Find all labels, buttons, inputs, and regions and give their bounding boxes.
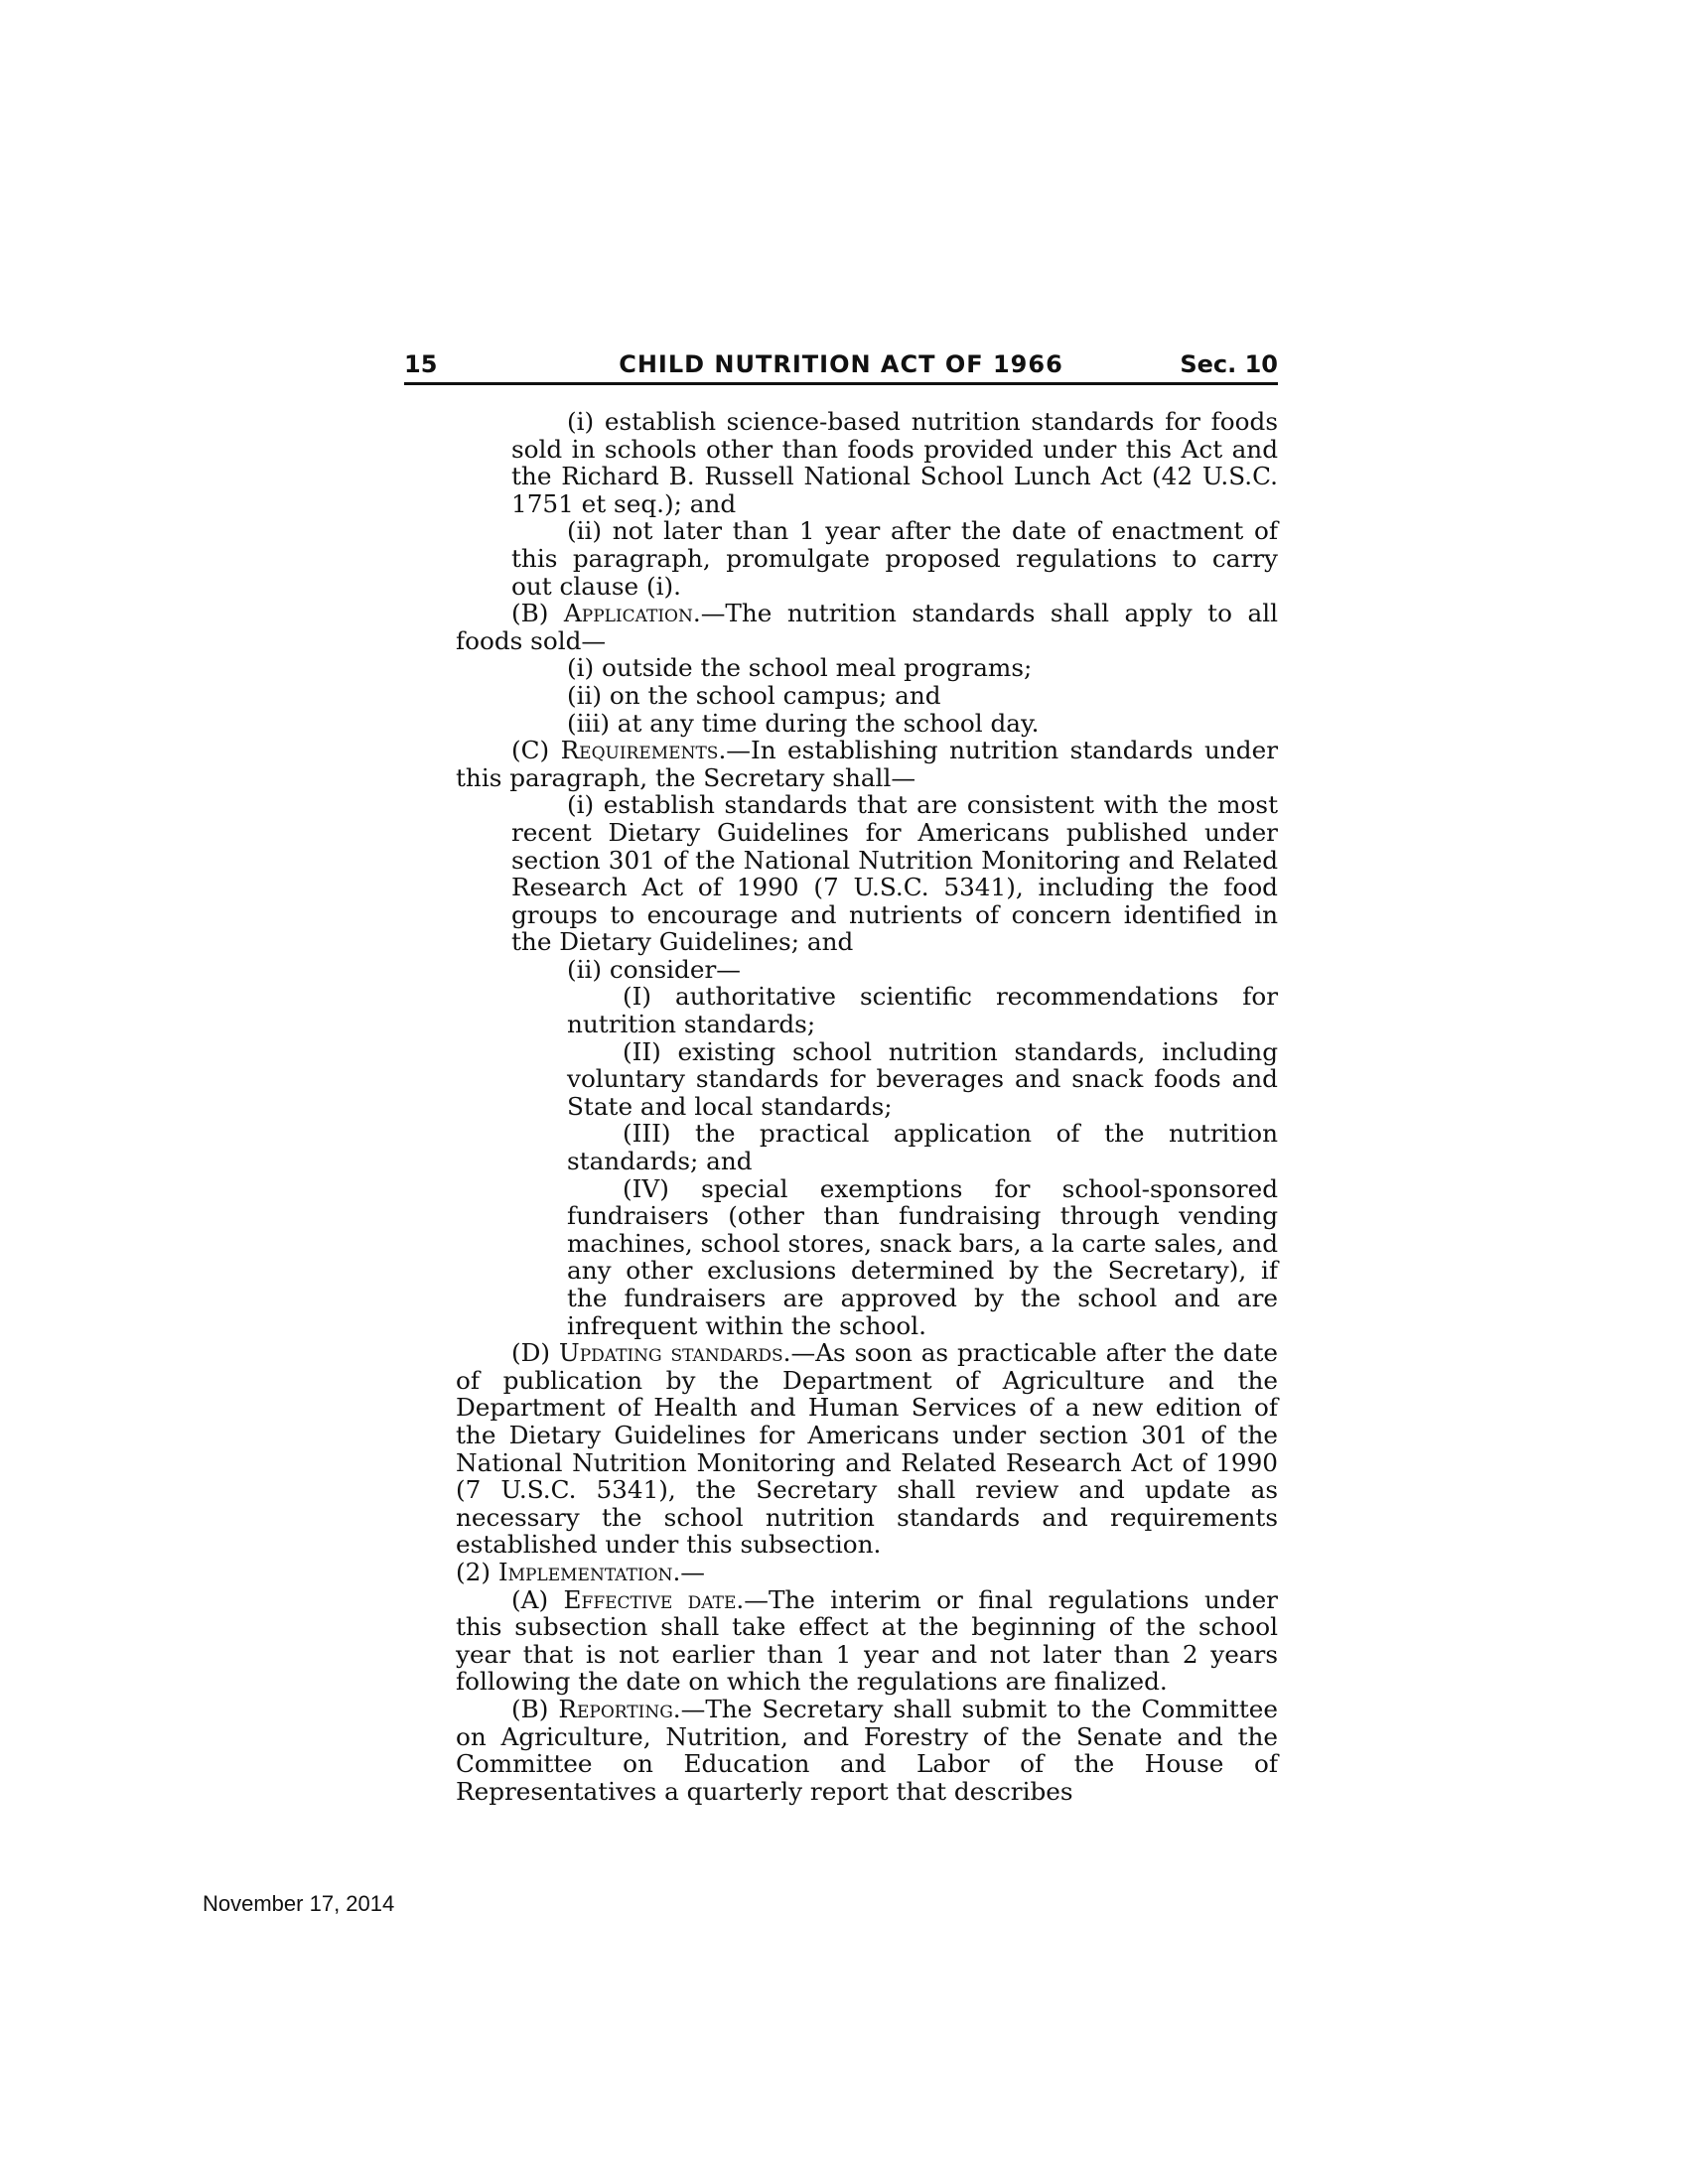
paragraph-2 <box>456 1559 1278 1586</box>
page-number: 15 <box>404 350 438 378</box>
label-c: (C) <box>511 736 561 765</box>
text-d: —As soon as practicable after the date of publication by the Department of Agriculture and the Department of Health and Human Services of a new edition of the Dietary Guidelines for Americans under section 301 of the National Nutrition Monitoring and Related Research Act of 1990 (7 U.S.C. 5341), the Secretary shall review and update as necessary the school nutrition standards and requirements established under this subsection. <box>456 1338 1278 1560</box>
clause-a-i: (i) establish science-based nutrition standards for foods sold in schools other than foods provided under this Act and the Richard B. Russell National School Lunch Act (42 U.S.C. 1751 et seq.); and <box>511 407 1278 518</box>
heading-application: Application. <box>563 599 701 628</box>
heading-reporting: Reporting. <box>558 1694 681 1723</box>
subclause-II: (II) existing school nutrition standards, including voluntary standards for beverages and snack foods and State and local standards; <box>567 1036 1278 1121</box>
text-b: —The nutrition standards shall apply to all foods sold— <box>456 599 1278 655</box>
clause-b-iii: (iii) at any time during the school day. <box>567 708 1040 738</box>
subparagraph-2a <box>456 1586 1278 1696</box>
subparagraph-b <box>456 600 1278 654</box>
label-2: (2) <box>456 1557 498 1586</box>
section-label: Sec. 10 <box>1180 350 1278 378</box>
heading-implementation: Implementation. <box>497 1557 681 1586</box>
document-body <box>456 407 1278 1806</box>
text-2: — <box>680 1557 705 1586</box>
subparagraph-d <box>456 1339 1278 1559</box>
clause-c-i: (i) establish standards that are consistent with the most recent Dietary Guidelines for Americans published under section 301 of the National Nutrition Monitoring and Related Research Act of 1990 (7 U.S.C. 5341), including the food groups to encourage and nutrients of concern identified in the Dietary Guidelines; and <box>511 790 1278 957</box>
label-d: (D) <box>511 1338 559 1368</box>
label-b: (B) <box>511 599 564 628</box>
label-2b: (B) <box>511 1694 559 1723</box>
clause-b-ii: (ii) on the school campus; and <box>567 680 941 710</box>
label-2a: (A) <box>511 1584 564 1614</box>
subclause-I: (I) authoritative scientific recommendations for nutrition standards; <box>567 982 1278 1039</box>
running-header <box>404 347 1278 385</box>
footer-date: November 17, 2014 <box>203 1891 395 1916</box>
subclause-IV: (IV) special exemptions for school-sponsored fundraisers (other than fundraising through vending machines, school stores, snack bars, a la carte sales, and any other exclusions determined by the Secretary), if the fundraisers are approved by the school and are infrequent within the school. <box>567 1173 1278 1340</box>
act-title: CHILD NUTRITION ACT OF 1966 <box>619 350 1063 378</box>
text-2b: —The Secretary shall submit to the Committee on Agriculture, Nutrition, and Forestry of the Senate and the Committee on Education and Labor of the House of Representatives a quarterly report that describes <box>456 1694 1278 1806</box>
text-c: —In establishing nutrition standards under this paragraph, the Secretary shall— <box>456 736 1278 792</box>
heading-requirements: Requirements. <box>560 736 727 765</box>
clause-c-ii: (ii) consider— <box>567 954 741 984</box>
text-2a: —The interim or final regulations under this subsection shall take effect at the beginning of the school year that is not earlier than 1 year and not later than 2 years following the date on which the regulations are finalized. <box>456 1584 1278 1697</box>
clause-a-ii: (ii) not later than 1 year after the date of enactment of this paragraph, promulgate proposed regulations to carry out clause (i). <box>511 516 1278 601</box>
clause-b-i: (i) outside the school meal programs; <box>567 653 1033 683</box>
subparagraph-c <box>456 737 1278 791</box>
heading-effective-date: Effective date. <box>563 1584 745 1614</box>
header-rule <box>404 382 1278 385</box>
heading-updating-standards: Updating standards. <box>558 1338 791 1368</box>
subparagraph-2b <box>456 1696 1278 1805</box>
subclause-III: (III) the practical application of the nutrition standards; and <box>567 1119 1278 1176</box>
